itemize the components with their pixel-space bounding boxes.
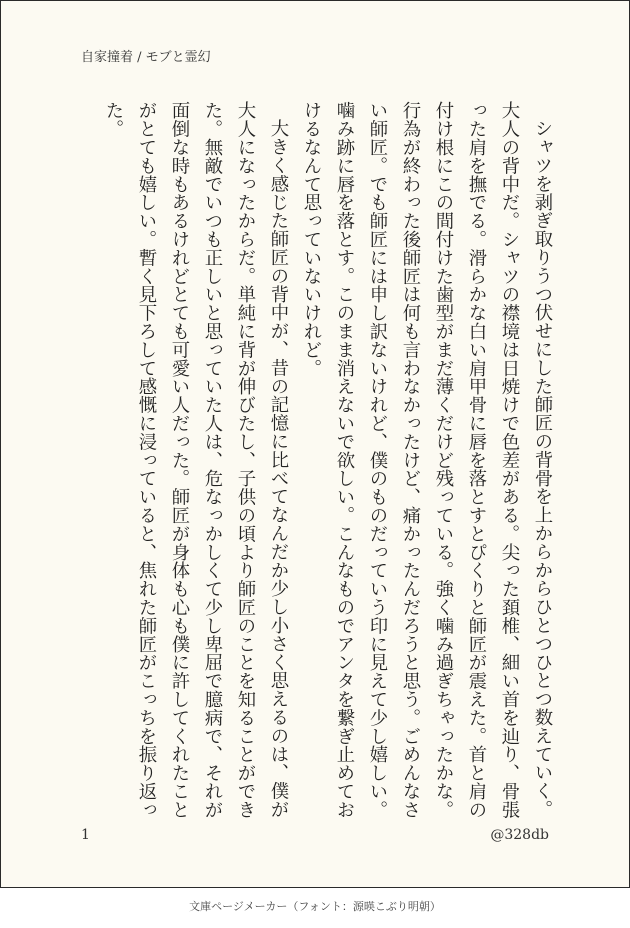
page-header-title: 自家撞着 / モブと霊幻	[81, 50, 211, 65]
body-text	[97, 101, 559, 821]
author-handle: @328db	[490, 827, 549, 843]
paragraph-1: シャツを剥ぎ取りうつ伏せにした師匠の背骨を上からからひとつひとつ数えていく。大人の背中だ。シャツの襟境は日焼けで色差がある。尖った頚椎、細い首を辿り、骨張った肩を撫でる。滑らかな白い肩甲骨に唇を落とすとぴくりと師匠が震えた。首と肩の付け根にこの間付けた歯型がまだ薄くだけど残っている。強く噛み過ぎちゃったかな。行為が終わった後師匠は何も言わなかったけど、痛かったんだろうと思う。ごめんなさい師匠。でも師匠には申し訳ないけれど、僕のものだっていう印に見えて少し嬉しい。噛み跡に唇を落とす。このまま消えないで欲しい。こんなものでアンタを繋ぎ止めておけるなんて思っていないけれど。	[301, 101, 553, 819]
paragraph-2: 大きく感じた師匠の背中が、昔の記憶に比べてなんだか少し小さく思えるのは、僕が大人になったからだ。単純に背が伸びたし、子供の頃より師匠のことを知ることができた。無敵でいつも正しいと思っていた人は、危なっかしくて少し卑屈で臆病で、それが面倒な時もあるけれどとても可愛い人だった。師匠が身体も心も僕に許してくれたことがとても嬉しい。暫く見下ろして感慨に浸っていると、焦れた師匠がこっちを振り返った。	[103, 101, 289, 819]
page-number: 1	[81, 827, 90, 843]
generator-credit: 文庫ページメーカー（フォント：源暎こぶり明朝）	[189, 900, 441, 913]
